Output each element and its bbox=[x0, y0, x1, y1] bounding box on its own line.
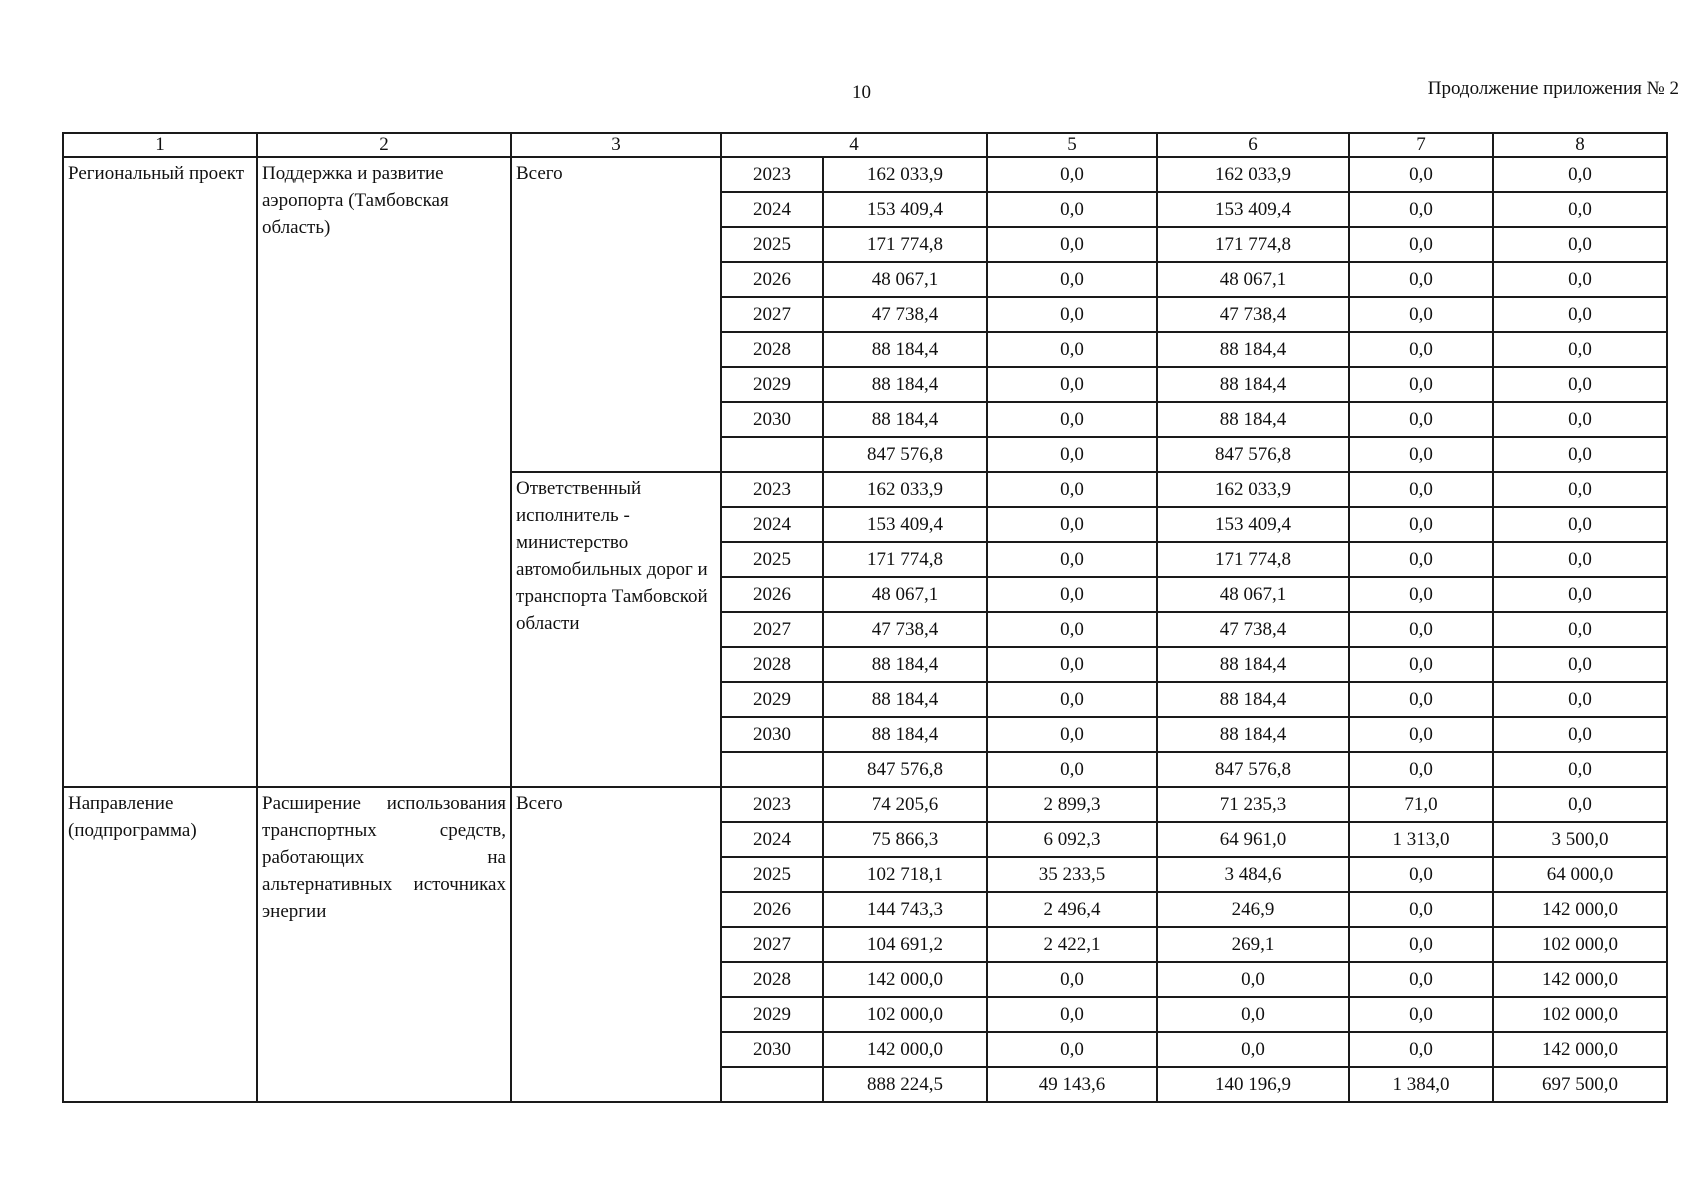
col5-cell: 0,0 bbox=[987, 262, 1157, 297]
col6-cell: 88 184,4 bbox=[1157, 647, 1349, 682]
col7-cell: 71,0 bbox=[1349, 787, 1493, 822]
year-cell: 2024 bbox=[721, 192, 823, 227]
total-cell: 88 184,4 bbox=[823, 647, 987, 682]
col8-cell: 0,0 bbox=[1493, 227, 1667, 262]
col5-cell: 0,0 bbox=[987, 472, 1157, 507]
col7-cell: 0,0 bbox=[1349, 892, 1493, 927]
column-number-cell: 5 bbox=[987, 133, 1157, 157]
col6-cell: 3 484,6 bbox=[1157, 857, 1349, 892]
col5-cell: 0,0 bbox=[987, 507, 1157, 542]
total-cell: 47 738,4 bbox=[823, 297, 987, 332]
col8-cell: 142 000,0 bbox=[1493, 1032, 1667, 1067]
col7-cell: 1 313,0 bbox=[1349, 822, 1493, 857]
col5-cell: 0,0 bbox=[987, 577, 1157, 612]
total-cell: 153 409,4 bbox=[823, 192, 987, 227]
col8-cell: 0,0 bbox=[1493, 332, 1667, 367]
col5-cell: 0,0 bbox=[987, 962, 1157, 997]
column-number-cell: 6 bbox=[1157, 133, 1349, 157]
col6-cell: 88 184,4 bbox=[1157, 402, 1349, 437]
col8-cell: 0,0 bbox=[1493, 787, 1667, 822]
col5-cell: 0,0 bbox=[987, 682, 1157, 717]
col6-cell: 71 235,3 bbox=[1157, 787, 1349, 822]
col7-cell: 0,0 bbox=[1349, 612, 1493, 647]
col8-cell: 0,0 bbox=[1493, 612, 1667, 647]
col5-cell: 0,0 bbox=[987, 367, 1157, 402]
group-label-cell: Ответственный исполнитель - министерство автомобильных дорог и транспорта Тамбовской области bbox=[511, 472, 721, 787]
col6-cell: 48 067,1 bbox=[1157, 577, 1349, 612]
col7-cell: 0,0 bbox=[1349, 402, 1493, 437]
total-cell: 847 576,8 bbox=[823, 437, 987, 472]
section-type-cell: Региональный проект bbox=[63, 157, 257, 787]
col7-cell: 0,0 bbox=[1349, 297, 1493, 332]
total-cell: 88 184,4 bbox=[823, 682, 987, 717]
section-name-cell: Расширение использования транспортных средств, работающих на альтернативных источниках энергии bbox=[257, 787, 511, 1102]
table-row bbox=[63, 157, 1667, 192]
col5-cell: 0,0 bbox=[987, 437, 1157, 472]
col8-cell: 0,0 bbox=[1493, 507, 1667, 542]
col8-cell: 142 000,0 bbox=[1493, 962, 1667, 997]
col6-cell: 847 576,8 bbox=[1157, 437, 1349, 472]
col5-cell: 0,0 bbox=[987, 192, 1157, 227]
year-cell: 2023 bbox=[721, 157, 823, 192]
col8-cell: 0,0 bbox=[1493, 542, 1667, 577]
col7-cell: 1 384,0 bbox=[1349, 1067, 1493, 1102]
column-number-cell: 2 bbox=[257, 133, 511, 157]
total-cell: 88 184,4 bbox=[823, 367, 987, 402]
col6-cell: 48 067,1 bbox=[1157, 262, 1349, 297]
col8-cell: 0,0 bbox=[1493, 682, 1667, 717]
col6-cell: 162 033,9 bbox=[1157, 157, 1349, 192]
col5-cell: 49 143,6 bbox=[987, 1067, 1157, 1102]
col6-cell: 0,0 bbox=[1157, 997, 1349, 1032]
col6-cell: 88 184,4 bbox=[1157, 717, 1349, 752]
year-cell: 2025 bbox=[721, 227, 823, 262]
column-number-cell: 3 bbox=[511, 133, 721, 157]
total-cell: 142 000,0 bbox=[823, 962, 987, 997]
col6-cell: 162 033,9 bbox=[1157, 472, 1349, 507]
col7-cell: 0,0 bbox=[1349, 962, 1493, 997]
col7-cell: 0,0 bbox=[1349, 157, 1493, 192]
group-label-cell: Всего bbox=[511, 157, 721, 472]
year-cell bbox=[721, 437, 823, 472]
col7-cell: 0,0 bbox=[1349, 542, 1493, 577]
year-cell: 2025 bbox=[721, 857, 823, 892]
year-cell: 2029 bbox=[721, 367, 823, 402]
col7-cell: 0,0 bbox=[1349, 997, 1493, 1032]
col5-cell: 6 092,3 bbox=[987, 822, 1157, 857]
section-name-cell: Поддержка и развитие аэропорта (Тамбовская область) bbox=[257, 157, 511, 787]
total-cell: 162 033,9 bbox=[823, 472, 987, 507]
col7-cell: 0,0 bbox=[1349, 927, 1493, 962]
col6-cell: 153 409,4 bbox=[1157, 507, 1349, 542]
column-number-row bbox=[63, 133, 1667, 157]
col8-cell: 0,0 bbox=[1493, 717, 1667, 752]
col7-cell: 0,0 bbox=[1349, 437, 1493, 472]
col6-cell: 246,9 bbox=[1157, 892, 1349, 927]
col7-cell: 0,0 bbox=[1349, 192, 1493, 227]
col8-cell: 0,0 bbox=[1493, 647, 1667, 682]
col8-cell: 0,0 bbox=[1493, 472, 1667, 507]
total-cell: 88 184,4 bbox=[823, 332, 987, 367]
col5-cell: 0,0 bbox=[987, 227, 1157, 262]
year-cell: 2023 bbox=[721, 472, 823, 507]
col6-cell: 47 738,4 bbox=[1157, 612, 1349, 647]
year-cell bbox=[721, 1067, 823, 1102]
col8-cell: 0,0 bbox=[1493, 402, 1667, 437]
total-cell: 47 738,4 bbox=[823, 612, 987, 647]
year-cell: 2030 bbox=[721, 717, 823, 752]
col6-cell: 88 184,4 bbox=[1157, 332, 1349, 367]
year-cell: 2026 bbox=[721, 892, 823, 927]
year-cell: 2025 bbox=[721, 542, 823, 577]
total-cell: 74 205,6 bbox=[823, 787, 987, 822]
col5-cell: 2 422,1 bbox=[987, 927, 1157, 962]
col7-cell: 0,0 bbox=[1349, 367, 1493, 402]
col7-cell: 0,0 bbox=[1349, 577, 1493, 612]
col8-cell: 102 000,0 bbox=[1493, 997, 1667, 1032]
year-cell: 2027 bbox=[721, 927, 823, 962]
total-cell: 847 576,8 bbox=[823, 752, 987, 787]
col8-cell: 0,0 bbox=[1493, 262, 1667, 297]
column-number-cell: 8 bbox=[1493, 133, 1667, 157]
col5-cell: 2 899,3 bbox=[987, 787, 1157, 822]
col5-cell: 0,0 bbox=[987, 997, 1157, 1032]
year-cell: 2028 bbox=[721, 647, 823, 682]
col6-cell: 64 961,0 bbox=[1157, 822, 1349, 857]
total-cell: 153 409,4 bbox=[823, 507, 987, 542]
col8-cell: 0,0 bbox=[1493, 752, 1667, 787]
col8-cell: 0,0 bbox=[1493, 157, 1667, 192]
col7-cell: 0,0 bbox=[1349, 227, 1493, 262]
year-cell: 2027 bbox=[721, 612, 823, 647]
section-type-cell: Направление (подпрограмма) bbox=[63, 787, 257, 1102]
table-row bbox=[63, 787, 1667, 822]
total-cell: 171 774,8 bbox=[823, 542, 987, 577]
total-cell: 171 774,8 bbox=[823, 227, 987, 262]
col6-cell: 153 409,4 bbox=[1157, 192, 1349, 227]
col7-cell: 0,0 bbox=[1349, 647, 1493, 682]
col7-cell: 0,0 bbox=[1349, 262, 1493, 297]
year-cell: 2030 bbox=[721, 1032, 823, 1067]
col6-cell: 47 738,4 bbox=[1157, 297, 1349, 332]
col6-cell: 88 184,4 bbox=[1157, 367, 1349, 402]
col6-cell: 0,0 bbox=[1157, 1032, 1349, 1067]
year-cell bbox=[721, 752, 823, 787]
col7-cell: 0,0 bbox=[1349, 472, 1493, 507]
year-cell: 2023 bbox=[721, 787, 823, 822]
year-cell: 2030 bbox=[721, 402, 823, 437]
col5-cell: 2 496,4 bbox=[987, 892, 1157, 927]
column-number-cell: 4 bbox=[721, 133, 987, 157]
col5-cell: 35 233,5 bbox=[987, 857, 1157, 892]
table-body bbox=[63, 133, 1667, 1102]
total-cell: 142 000,0 bbox=[823, 1032, 987, 1067]
col5-cell: 0,0 bbox=[987, 1032, 1157, 1067]
col8-cell: 0,0 bbox=[1493, 437, 1667, 472]
continuation-note: Продолжение приложения № 2 bbox=[1427, 78, 1679, 99]
col6-cell: 140 196,9 bbox=[1157, 1067, 1349, 1102]
col8-cell: 697 500,0 bbox=[1493, 1067, 1667, 1102]
total-cell: 88 184,4 bbox=[823, 402, 987, 437]
year-cell: 2029 bbox=[721, 682, 823, 717]
col8-cell: 0,0 bbox=[1493, 367, 1667, 402]
total-cell: 75 866,3 bbox=[823, 822, 987, 857]
col5-cell: 0,0 bbox=[987, 332, 1157, 367]
col6-cell: 269,1 bbox=[1157, 927, 1349, 962]
page-number: 10 bbox=[852, 82, 871, 103]
col6-cell: 171 774,8 bbox=[1157, 227, 1349, 262]
budget-table bbox=[62, 132, 1668, 1103]
col6-cell: 88 184,4 bbox=[1157, 682, 1349, 717]
col7-cell: 0,0 bbox=[1349, 857, 1493, 892]
column-number-cell: 7 bbox=[1349, 133, 1493, 157]
year-cell: 2027 bbox=[721, 297, 823, 332]
col8-cell: 102 000,0 bbox=[1493, 927, 1667, 962]
col7-cell: 0,0 bbox=[1349, 507, 1493, 542]
year-cell: 2024 bbox=[721, 822, 823, 857]
year-cell: 2028 bbox=[721, 332, 823, 367]
col6-cell: 0,0 bbox=[1157, 962, 1349, 997]
col5-cell: 0,0 bbox=[987, 752, 1157, 787]
col7-cell: 0,0 bbox=[1349, 332, 1493, 367]
column-number-cell: 1 bbox=[63, 133, 257, 157]
year-cell: 2026 bbox=[721, 577, 823, 612]
col8-cell: 142 000,0 bbox=[1493, 892, 1667, 927]
col8-cell: 64 000,0 bbox=[1493, 857, 1667, 892]
total-cell: 104 691,2 bbox=[823, 927, 987, 962]
col5-cell: 0,0 bbox=[987, 717, 1157, 752]
col8-cell: 3 500,0 bbox=[1493, 822, 1667, 857]
group-label-cell: Всего bbox=[511, 787, 721, 1102]
total-cell: 48 067,1 bbox=[823, 262, 987, 297]
total-cell: 162 033,9 bbox=[823, 157, 987, 192]
year-cell: 2024 bbox=[721, 507, 823, 542]
col5-cell: 0,0 bbox=[987, 402, 1157, 437]
col7-cell: 0,0 bbox=[1349, 717, 1493, 752]
total-cell: 48 067,1 bbox=[823, 577, 987, 612]
col8-cell: 0,0 bbox=[1493, 577, 1667, 612]
total-cell: 88 184,4 bbox=[823, 717, 987, 752]
col5-cell: 0,0 bbox=[987, 612, 1157, 647]
col6-cell: 847 576,8 bbox=[1157, 752, 1349, 787]
col6-cell: 171 774,8 bbox=[1157, 542, 1349, 577]
col8-cell: 0,0 bbox=[1493, 192, 1667, 227]
year-cell: 2026 bbox=[721, 262, 823, 297]
total-cell: 888 224,5 bbox=[823, 1067, 987, 1102]
col5-cell: 0,0 bbox=[987, 297, 1157, 332]
col5-cell: 0,0 bbox=[987, 157, 1157, 192]
col7-cell: 0,0 bbox=[1349, 1032, 1493, 1067]
col5-cell: 0,0 bbox=[987, 542, 1157, 577]
total-cell: 102 000,0 bbox=[823, 997, 987, 1032]
year-cell: 2029 bbox=[721, 997, 823, 1032]
total-cell: 144 743,3 bbox=[823, 892, 987, 927]
col8-cell: 0,0 bbox=[1493, 297, 1667, 332]
col5-cell: 0,0 bbox=[987, 647, 1157, 682]
col7-cell: 0,0 bbox=[1349, 682, 1493, 717]
col7-cell: 0,0 bbox=[1349, 752, 1493, 787]
year-cell: 2028 bbox=[721, 962, 823, 997]
total-cell: 102 718,1 bbox=[823, 857, 987, 892]
